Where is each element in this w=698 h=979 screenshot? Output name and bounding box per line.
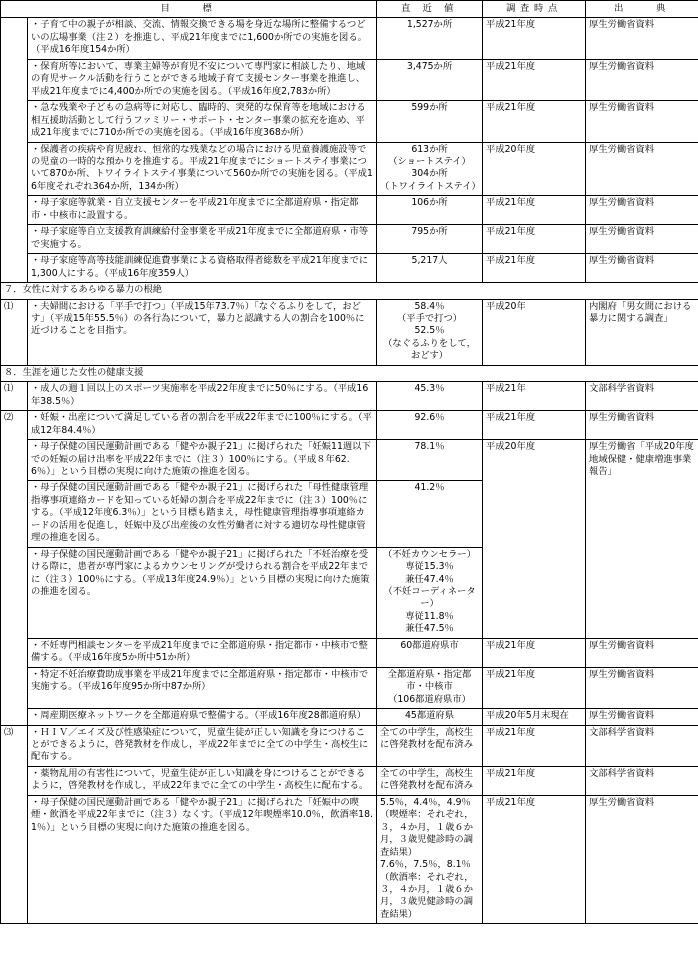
table-row <box>1 638 698 667</box>
source-text: 文部科学省資料 <box>586 766 698 795</box>
table-row <box>1 709 698 725</box>
recent-value: 41.2％ <box>377 481 483 547</box>
recent-value: 全ての中学生，高校生に啓発教材を配布済み <box>377 766 483 795</box>
recent-value: 613か所 （ショートステイ） 304か所 （トワイライトステイ） <box>377 142 483 196</box>
source-text: 内閣府「男女間における暴力に関する調査」 <box>586 299 698 365</box>
recent-value: 92.6％ <box>377 411 483 440</box>
recent-value: 795か所 <box>377 225 483 254</box>
table-row <box>1 142 698 196</box>
source-text: 文部科学省資料 <box>586 382 698 411</box>
survey-date: 平成21年度 <box>483 101 586 142</box>
header-date: 調査時点 <box>483 1 586 18</box>
recent-value: 全ての中学生，高校生に啓発教材を配布済み <box>377 725 483 766</box>
survey-date: 平成21年度 <box>483 667 586 708</box>
source-text: 厚生労働省資料 <box>586 795 698 924</box>
source-text: 厚生労働省資料 <box>586 709 698 725</box>
source-text: 厚生労働省資料 <box>586 18 698 59</box>
survey-date: 平成21年 <box>483 382 586 411</box>
goal-text: ・母子保健の国民運動計画である「健やか親子21」に掲げられた「妊娠11週以下での妊娠の届け出率を平成22年までに（注３）100％にする。（平成８年62.6％）」という目標の実現に向けた施策の推進を図る。 <box>28 440 377 481</box>
header-source: 出 典 <box>586 1 698 18</box>
source-text: 厚生労働省資料 <box>586 225 698 254</box>
recent-value: 45.3％ <box>377 382 483 411</box>
section-row <box>1 283 698 299</box>
table-row <box>1 196 698 225</box>
source-text: 厚生労働省資料 <box>586 142 698 196</box>
table-row <box>1 299 698 365</box>
recent-value: 3,475か所 <box>377 59 483 100</box>
source-text: 厚生労働省資料 <box>586 59 698 100</box>
survey-date: 平成21年度 <box>483 196 586 225</box>
table-row <box>1 254 698 283</box>
recent-value: 5.5％，4.4％，4.9％ （喫煙率：それぞれ， ３，４か月，１歳６か月，３歳児健診時の調査結果） 7.6％，7.5％，8.1％ （飲酒率：それぞれ， ３，４か月，１歳６か月，３歳児健診時の調査結果） <box>377 795 483 924</box>
table-row <box>1 101 698 142</box>
header-row <box>1 1 698 18</box>
goal-text: ・特定不妊治療費助成事業を平成21年度までに全都道府県・指定都市・中核市で実施する。（平成16年度95か所中87か所） <box>28 667 377 708</box>
goal-text: ・母子保健の国民運動計画である「健やか親子21」に掲げられた「妊娠中の喫煙・飲酒を平成22年までに（注３）なくす。（平成12年喫煙率10.0％，飲酒率18.1％）」という目標の実現に向けた施策の推進を図る。 <box>28 795 377 924</box>
recent-value: 全都道府県・指定都市・中核市 （106都道府県市） <box>377 667 483 708</box>
section-title: ７．女性に対するあらゆる暴力の根絶 <box>1 283 698 299</box>
goal-text: ・周産期医療ネットワークを全都道府県で整備する。（平成16年度28都道府県） <box>28 709 377 725</box>
table-row <box>1 382 698 411</box>
source-text: 厚生労働省資料 <box>586 638 698 667</box>
recent-value: 58.4％ （平手で打つ） 52.5％ （なぐるふりをして， おどす） <box>377 299 483 365</box>
goal-text: ・保育所等において、専業主婦等が育児不安について専門家に相談したり、地域の育児サークル活動を行うことができる地域子育て支援センター事業を推進し、平成21年度までに4,400か所での実施を図る。（平成16年度2,783か所） <box>28 59 377 100</box>
recent-value: 106か所 <box>377 196 483 225</box>
item-number: ⑶ <box>1 725 28 924</box>
table-row <box>1 766 698 795</box>
section-title: ８．生涯を通じた女性の健康支援 <box>1 365 698 381</box>
survey-date: 平成20年度 <box>483 440 586 639</box>
source-text: 厚生労働省資料 <box>586 411 698 440</box>
goal-text: ・急な残業や子どもの急病等に対応し、臨時的、突発的な保育等を地域における相互援助活動として行うファミリー・サポート・センター事業の拡充を進め、平成21年度までに710か所での実施を図る。（平成16年度368か所） <box>28 101 377 142</box>
survey-date: 平成21年度 <box>483 254 586 283</box>
recent-value: 60都道府県市 <box>377 638 483 667</box>
item-number: ⑴ <box>1 299 28 365</box>
item-number: ⑵ <box>1 411 28 725</box>
table-row <box>1 225 698 254</box>
survey-date: 平成21年度 <box>483 225 586 254</box>
goal-text: ・母子保健の国民運動計画である「健やか親子21」に掲げられた「不妊治療を受ける際に，患者が専門家によるカウンセリングが受けられる割合を平成22年までに（注３）100％にする。（平成13年度24.9％）」という目標の実現に向けた施策の推進を図る。 <box>28 547 377 638</box>
source-text: 文部科学省資料 <box>586 725 698 766</box>
survey-date: 平成21年度 <box>483 638 586 667</box>
recent-value: 1,527か所 <box>377 18 483 59</box>
recent-value: 78.1％ <box>377 440 483 481</box>
goal-text: ・子育て中の親子が相談、交流、情報交換できる場を身近な場所に整備するつどいの広場事業（注２）を推進し、平成21年度までに1,600か所での実施を図る。（平成16年度154か所） <box>28 18 377 59</box>
table-row <box>1 59 698 100</box>
recent-value: 5,217人 <box>377 254 483 283</box>
goal-text: ・母子家庭等就業・自立支援センターを平成21年度までに全都道府県・指定都市・中核市に設置する。 <box>28 196 377 225</box>
goal-text: ・母子家庭等高等技能訓練促進費事業による資格取得者総数を平成21年度までに1,300人にする。（平成16年度359人） <box>28 254 377 283</box>
goal-text: ・保護者の疾病や育児疲れ、恒常的な残業などの場合における児童養護施設等での児童の一時的な預かりを推進する。平成21年度までにショートステイ事業について870か所、トワイライトステイ事業について560か所での実施を図る。（平成16年度それぞれ364か所，134か所） <box>28 142 377 196</box>
recent-value: （不妊カウンセラー） 専従15.3％ 兼任47.4％ （不妊コーディネーター） 専従11.8％ 兼任47.5％ <box>377 547 483 638</box>
goal-text: ・妊娠・出産について満足している者の割合を平成22年までに100％にする。（平成12年84.4％） <box>28 411 377 440</box>
goal-text: ・不妊専門相談センターを平成21年度までに全都道府県・指定都市・中核市で整備する。（平成16年度5か所中51か所） <box>28 638 377 667</box>
goal-text: ・夫婦間における「平手で打つ」（平成15年73.7％）「なぐるふりをして，おどす」（平成15年55.5％）の各行為について，暴力と認識する人の割合を100％に近づけることを目指す。 <box>28 299 377 365</box>
header-goal: 目 標 <box>1 1 377 18</box>
item-number: ⑴ <box>1 382 28 411</box>
source-text: 厚生労働省「平成20年度地域保健・健康増進事業報告」 <box>586 440 698 639</box>
survey-date: 平成20年度 <box>483 142 586 196</box>
source-text: 厚生労働省資料 <box>586 254 698 283</box>
survey-date: 平成21年度 <box>483 411 586 440</box>
goal-text: ・母子保健の国民運動計画である「健やか親子21」に掲げられた「母性健康管理指導事項連絡カードを知っている妊婦の割合を平成22年までに（注３）100％にする。（平成12年度6.3％）」という目標も踏まえ，母性健康管理指導事項連絡カードの活用を促進し，妊娠中及び出産後の女性労働者に対する適切な母性健康管理の推進を図る。 <box>28 481 377 547</box>
survey-date: 平成20年5月末現在 <box>483 709 586 725</box>
survey-date: 平成20年 <box>483 299 586 365</box>
goal-text: ・成人の週１回以上のスポーツ実施率を平成22年度までに50％にする。（平成16年38.5％） <box>28 382 377 411</box>
source-text: 厚生労働省資料 <box>586 667 698 708</box>
survey-date: 平成21年度 <box>483 795 586 924</box>
source-text: 厚生労働省資料 <box>586 196 698 225</box>
header-value: 直 近 値 <box>377 1 483 18</box>
table-row <box>1 18 698 59</box>
recent-value: 45都道府県 <box>377 709 483 725</box>
goal-text: ・ＨＩＶ／エイズ及び性感染症について，児童生徒が正しい知識を身につけることができるように，啓発教材を作成し，平成22年までに全ての中学生・高校生に配布する。 <box>28 725 377 766</box>
goal-text: ・薬物乱用の有害性について，児童生徒が正しい知識を身につけることができるように，啓発教材を作成し，平成22年までに全ての中学生・高校生に配布する。 <box>28 766 377 795</box>
survey-date: 平成21年度 <box>483 725 586 766</box>
survey-date: 平成21年度 <box>483 59 586 100</box>
table-row <box>1 667 698 708</box>
table-row <box>1 411 698 440</box>
survey-date: 平成21年度 <box>483 18 586 59</box>
table-row <box>1 725 698 766</box>
section-row <box>1 365 698 381</box>
source-text: 厚生労働省資料 <box>586 101 698 142</box>
recent-value: 599か所 <box>377 101 483 142</box>
table-row <box>1 440 698 481</box>
survey-date: 平成21年度 <box>483 766 586 795</box>
item-number <box>1 18 28 283</box>
goal-text: ・母子家庭等自立支援教育訓練給付金事業を平成21年度までに全都道府県・市等で実施する。 <box>28 225 377 254</box>
table-body <box>1 18 698 924</box>
table-row <box>1 795 698 924</box>
